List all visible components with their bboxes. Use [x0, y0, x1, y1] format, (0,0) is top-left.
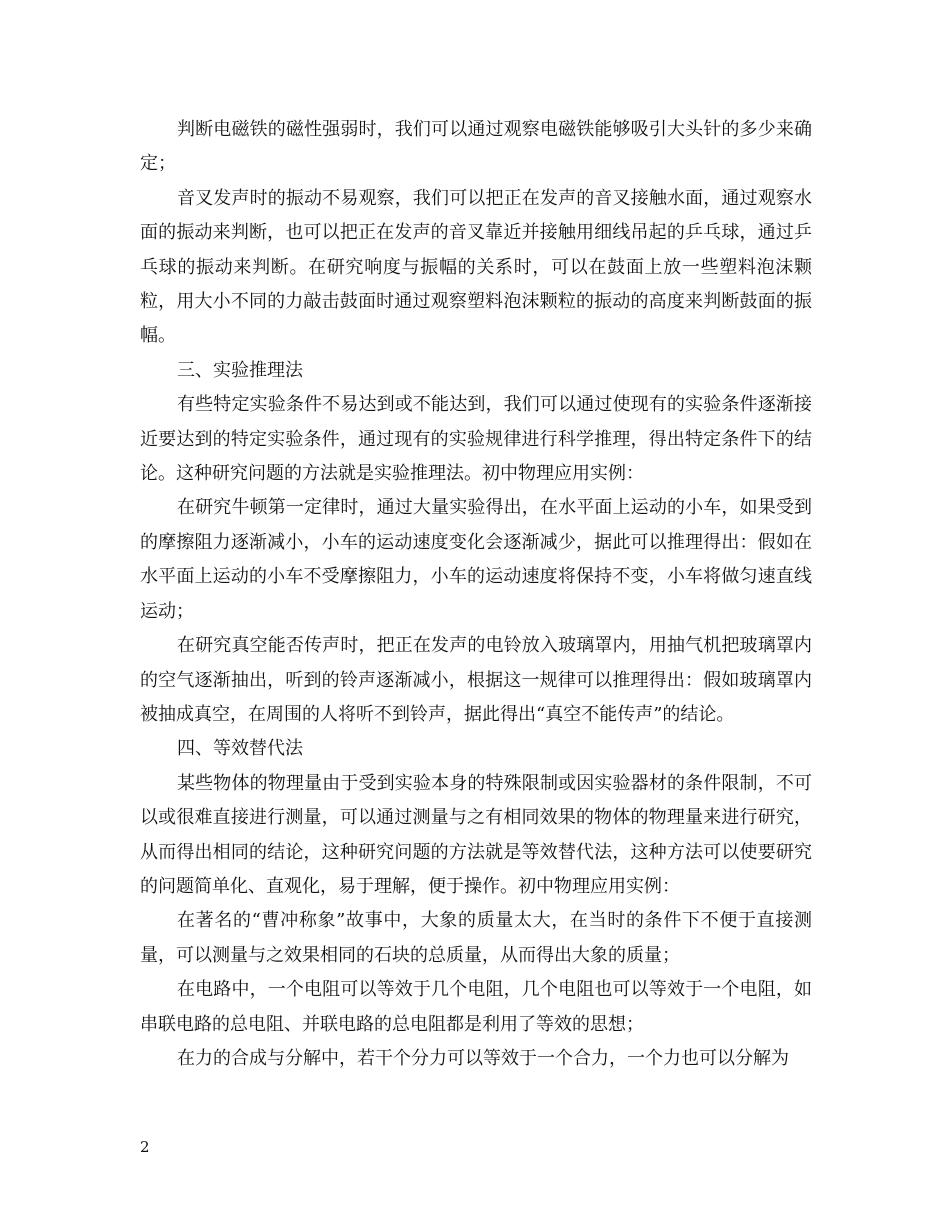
paragraph: 判断电磁铁的磁性强弱时，我们可以通过观察电磁铁能够吸引大头针的多少来确定；: [140, 119, 812, 175]
paragraph: 音叉发声时的振动不易观察，我们可以把正在发声的音叉接触水面，通过观察水面的振动来判断，也可以把正在发声的音叉靠近并接触用细线吊起的乒乓球，通过乒乓球的振动来判断。在研究响度与振幅的关系时，可以在鼓面上放一些塑料泡沫颗粒，用大小不同的力敲击鼓面时通过观察塑料泡沫颗粒的振动的高度来判断鼓面的振幅。: [140, 187, 812, 347]
paragraph: 在电路中，一个电阻可以等效于几个电阻，几个电阻也可以等效于一个电阻，如串联电路的总电阻、并联电路的总电阻都是利用了等效的思想；: [140, 979, 812, 1035]
paragraph: 某些物体的物理量由于受到实验本身的特殊限制或因实验器材的条件限制，不可以或很难直接进行测量，可以通过测量与之有相同效果的物体的物理量来进行研究，从而得出相同的结论，这种研究问题的方法就是等效替代法，这种方法可以使要研究的问题简单化、直观化，易于理解，便于操作。初中物理应用实例：: [140, 772, 812, 897]
page-number: 2: [140, 1138, 150, 1156]
paragraph: 在著名的“曹冲称象”故事中，大象的质量太大，在当时的条件下不便于直接测量，可以测量与之效果相同的石块的总质量，从而得出大象的质量；: [140, 910, 812, 966]
paragraph: 有些特定实验条件不易达到或不能达到，我们可以通过使现有的实验条件逐渐接近要达到的特定实验条件，通过现有的实验规律进行科学推理，得出特定条件下的结论。这种研究问题的方法就是实验推理法。初中物理应用实例：: [140, 394, 812, 485]
paragraph: 在力的合成与分解中，若干个分力可以等效于一个合力，一个力也可以分解为: [177, 1047, 789, 1069]
section-heading: 三、实验推理法: [177, 359, 303, 381]
body-text: [140, 113, 812, 1076]
section-heading: 四、等效替代法: [177, 738, 303, 760]
paragraph: 在研究牛顿第一定律时，通过大量实验得出，在水平面上运动的小车，如果受到的摩擦阻力逐渐减小，小车的运动速度变化会逐渐减少，据此可以推理得出：假如在水平面上运动的小车不受摩擦阻力，小车的运动速度将保持不变，小车将做匀速直线运动；: [140, 497, 812, 622]
paragraph: 在研究真空能否传声时，把正在发声的电铃放入玻璃罩内，用抽气机把玻璃罩内的空气逐渐抽出，听到的铃声逐渐减小，根据这一规律可以推理得出：假如玻璃罩内被抽成真空，在周围的人将听不到铃声，据此得出“真空不能传声”的结论。: [140, 635, 812, 725]
